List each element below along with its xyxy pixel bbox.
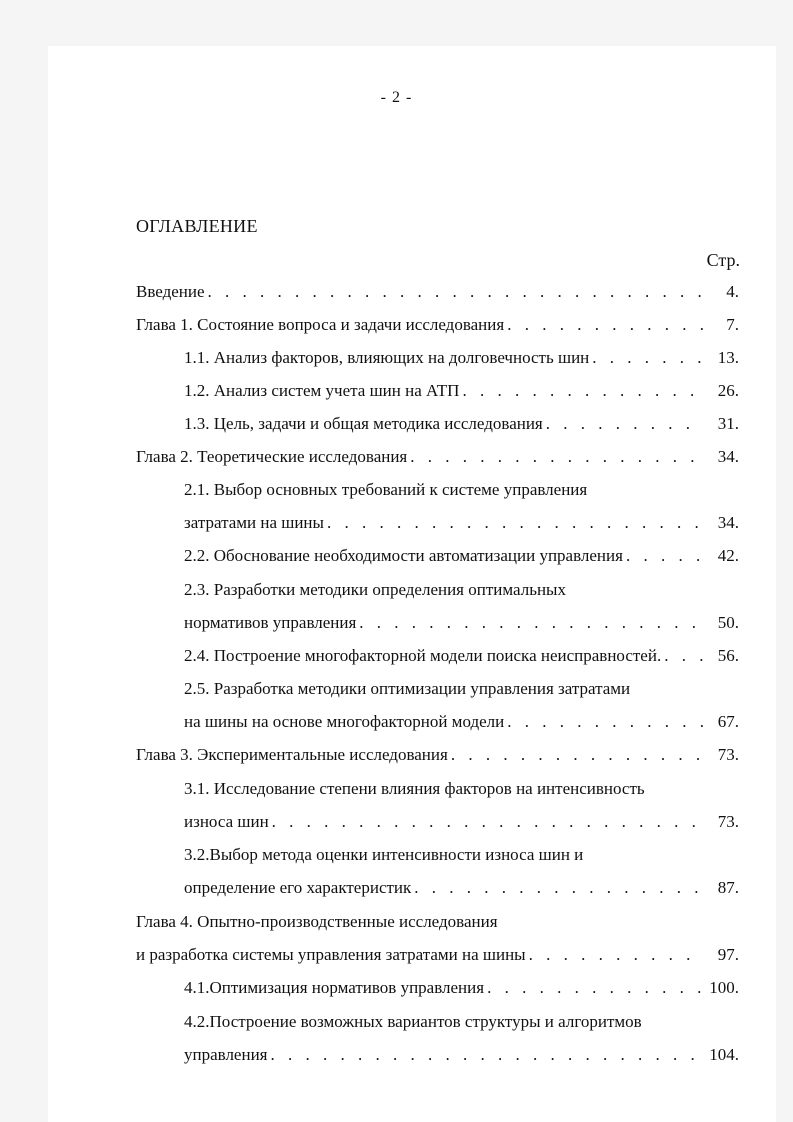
toc-entry-title: определение его характеристик	[184, 878, 412, 897]
toc-entry-page: 26.	[717, 381, 739, 400]
toc-entry-title: управления	[184, 1045, 268, 1064]
toc-entry-chapter-4-line1	[136, 912, 739, 938]
toc-entry-page: 87.	[717, 878, 739, 897]
toc-leader	[205, 282, 703, 302]
toc-entry-chapter-2	[136, 447, 739, 473]
toc-entry-2-1-line2	[184, 513, 739, 539]
toc-entry-title: 2.3. Разработки методики определения оптимальных	[184, 580, 566, 599]
toc-leader	[407, 447, 703, 467]
toc-entry-2-2	[184, 546, 739, 572]
toc-entry-4-2-line1	[184, 1012, 739, 1038]
toc-entry-title: 2.1. Выбор основных требований к системе управления	[184, 480, 588, 499]
toc-entry-page: 34.	[717, 447, 739, 466]
toc-entry-title: Глава 2. Теоретические исследования	[136, 447, 408, 466]
toc-entry-1-3	[184, 414, 739, 440]
toc-leader	[269, 812, 703, 832]
toc-entry-page: 7.	[726, 315, 739, 334]
toc-leader	[448, 745, 703, 765]
toc-entry-4-2-line2	[184, 1045, 739, 1071]
toc-leader	[623, 546, 703, 566]
toc-heading: ОГЛАВЛЕНИЕ	[136, 216, 258, 236]
toc-entry-page: 34.	[717, 513, 739, 532]
toc-entry-chapter-4-line2	[136, 945, 739, 971]
toc-entry-1-2	[184, 381, 739, 407]
toc-entry-2-3-line2	[184, 613, 739, 639]
toc-entry-page: 67.	[717, 712, 739, 731]
toc-entry-page: 97.	[717, 945, 739, 964]
toc-entry-page: 56.	[717, 646, 739, 665]
toc-entry-page: 73.	[717, 812, 739, 831]
toc-entry-3-2-line1	[184, 845, 739, 871]
toc-entry-title: 2.2. Обоснование необходимости автоматизации управления	[184, 546, 623, 565]
toc-entry-page: 31.	[717, 414, 739, 433]
page-number: - 2 -	[380, 89, 413, 106]
toc-entry-title: Глава 1. Состояние вопроса и задачи исследования	[136, 315, 505, 334]
toc-entry-title: 2.5. Разработка методики оптимизации управления затратами	[184, 679, 631, 698]
toc-entry-title: 1.2. Анализ систем учета шин на АТП	[184, 381, 460, 400]
toc-entry-title: затратами на шины	[184, 513, 324, 532]
toc-entry-2-4	[184, 646, 739, 672]
toc-entry-title: Глава 4. Опытно-производственные исследования	[136, 912, 498, 931]
toc-entry-3-1-line2	[184, 812, 739, 838]
toc-entry-2-1-line1	[184, 480, 739, 506]
toc-entry-title: износа шин	[184, 812, 269, 831]
toc-entry-2-5-line1	[184, 679, 739, 705]
toc-entry-title: нормативов управления	[184, 613, 357, 632]
toc-entry-page: 73.	[717, 745, 739, 764]
toc-entry-2-5-line2	[184, 712, 739, 738]
toc-leader	[589, 348, 703, 368]
toc-entry-title: 2.4. Построение многофакторной модели поиска неисправностей.	[184, 646, 662, 665]
toc-leader	[411, 878, 703, 898]
toc-entry-page: 100.	[709, 978, 739, 997]
toc-leader	[526, 945, 703, 965]
toc-leader	[504, 315, 703, 335]
toc-leader	[543, 414, 703, 434]
toc-entry-3-1-line1	[184, 779, 739, 805]
toc-leader	[324, 513, 703, 533]
toc-entry-chapter-3	[136, 745, 739, 771]
toc-leader	[459, 381, 703, 401]
toc-entry-title: 3.2.Выбор метода оценки интенсивности износа шин и	[184, 845, 584, 864]
toc-entry-chapter-1	[136, 315, 739, 341]
toc-entry-title: 4.2.Построение возможных вариантов структуры и алгоритмов	[184, 1012, 642, 1031]
toc-entry-title: Введение	[136, 282, 205, 301]
toc-entry-2-3-line1	[184, 580, 739, 606]
toc-entry-title: Глава 3. Экспериментальные исследования	[136, 745, 448, 764]
toc-leader	[504, 712, 703, 732]
page-column-label: Стр.	[706, 250, 740, 270]
toc-leader	[268, 1045, 704, 1065]
toc-entry-title: 3.1. Исследование степени влияния факторов на интенсивность	[184, 779, 645, 798]
toc-entry-page: 4.	[726, 282, 739, 301]
toc-entry-title: 4.1.Оптимизация нормативов управления	[184, 978, 485, 997]
toc-entry-title: 1.3. Цель, задачи и общая методика исследования	[184, 414, 543, 433]
toc-entry-page: 50.	[717, 613, 739, 632]
toc-entry-page: 42.	[717, 546, 739, 565]
toc-entry-page: 13.	[717, 348, 739, 367]
toc-entry-page: 104.	[709, 1045, 739, 1064]
toc-entry-title: и разработка системы управления затратами на шины	[136, 945, 526, 964]
toc-entry-4-1	[184, 978, 739, 1004]
toc-leader	[484, 978, 703, 998]
toc-entry-1-1	[184, 348, 739, 374]
toc-leader	[661, 646, 703, 666]
toc-entry-3-2-line2	[184, 878, 739, 904]
toc-entry-title: 1.1. Анализ факторов, влияющих на долговечность шин	[184, 348, 590, 367]
toc-leader	[356, 613, 703, 633]
toc-entry-title: на шины на основе многофакторной модели	[184, 712, 505, 731]
toc-entry-introduction	[136, 282, 739, 308]
